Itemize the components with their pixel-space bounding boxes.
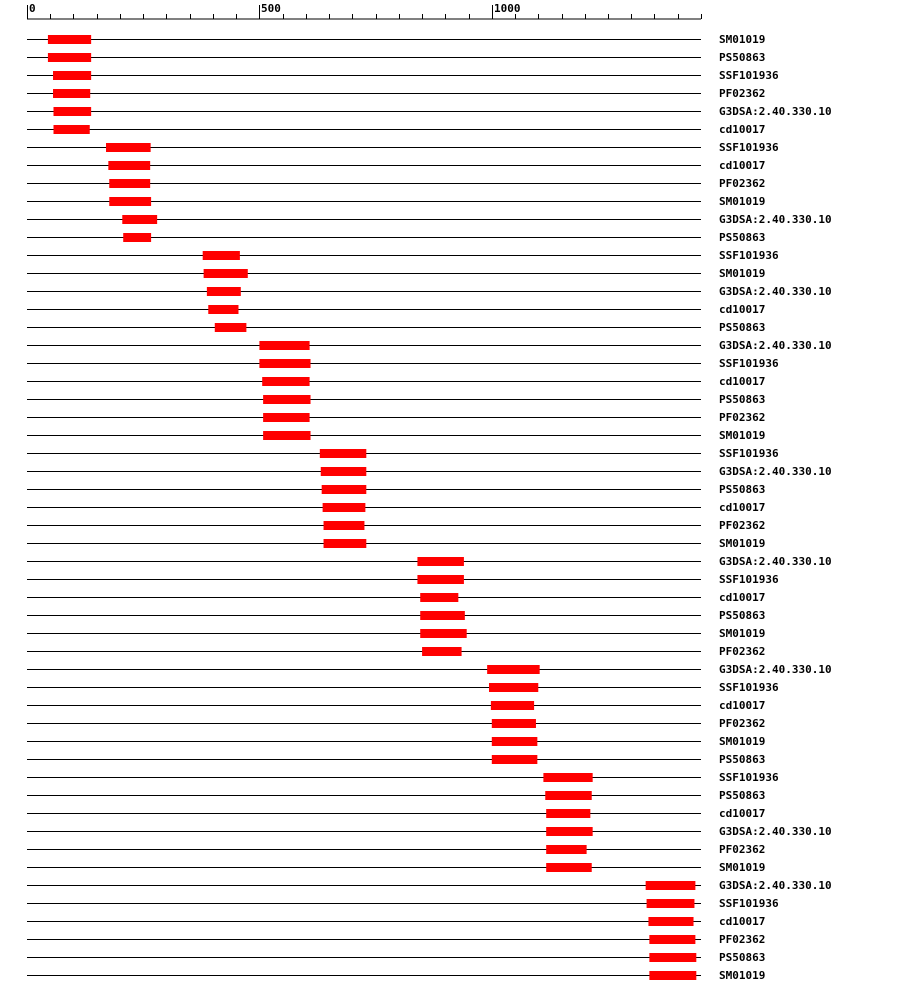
- domain-bar: [543, 773, 592, 782]
- domain-bar: [489, 683, 538, 692]
- track-label: SSF101936: [719, 681, 779, 694]
- domain-bar: [207, 287, 241, 296]
- domain-bar: [322, 485, 367, 494]
- track: [27, 897, 779, 910]
- domain-bar: [649, 971, 696, 980]
- track: [27, 411, 765, 424]
- domain-bar: [492, 755, 538, 764]
- track-label: cd10017: [719, 375, 766, 388]
- domain-bar: [204, 269, 248, 278]
- track: [27, 87, 765, 100]
- track: [27, 537, 765, 550]
- track: [27, 231, 765, 244]
- track-label: SM01019: [719, 627, 766, 640]
- track-label: PS50863: [719, 393, 766, 406]
- track-label: cd10017: [719, 303, 766, 316]
- track: [27, 681, 779, 694]
- track-label: SSF101936: [719, 357, 779, 370]
- domain-bar: [417, 575, 463, 584]
- track: [27, 915, 765, 928]
- track: [27, 843, 765, 856]
- track: [27, 573, 779, 586]
- track-label: PS50863: [719, 951, 766, 964]
- track-label: cd10017: [719, 501, 766, 514]
- track: [27, 951, 765, 964]
- track: [27, 267, 765, 280]
- track-label: cd10017: [719, 699, 766, 712]
- tick-label: 1000: [494, 2, 521, 15]
- domain-bar: [259, 341, 309, 350]
- track: [27, 33, 765, 46]
- track: [27, 717, 765, 730]
- track-label: PF02362: [719, 519, 766, 532]
- track-label: SSF101936: [719, 897, 779, 910]
- track: [27, 699, 765, 712]
- track: [27, 249, 779, 262]
- track-label: PF02362: [719, 717, 766, 730]
- track-label: G3DSA:2.40.330.10: [719, 555, 832, 568]
- track-label: cd10017: [719, 807, 766, 820]
- track: [27, 195, 765, 208]
- domain-bar: [492, 719, 536, 728]
- track: [27, 177, 765, 190]
- domain-bar: [420, 593, 458, 602]
- domain-bar: [487, 665, 540, 674]
- domain-bar: [649, 953, 696, 962]
- track-label: PF02362: [719, 87, 766, 100]
- track-label: G3DSA:2.40.330.10: [719, 285, 832, 298]
- track-label: SM01019: [719, 267, 766, 280]
- domain-bar: [123, 233, 151, 242]
- domain-bar: [109, 179, 150, 188]
- tick-label: 500: [261, 2, 281, 15]
- domain-bar: [422, 647, 462, 656]
- track-label: PS50863: [719, 789, 766, 802]
- track: [27, 429, 765, 442]
- track-label: PF02362: [719, 843, 766, 856]
- track-label: SSF101936: [719, 69, 779, 82]
- domain-bar: [646, 881, 696, 890]
- domain-bar: [320, 449, 366, 458]
- track-label: SM01019: [719, 537, 766, 550]
- track: [27, 609, 765, 622]
- track: [27, 105, 832, 118]
- track: [27, 159, 765, 172]
- domain-bar: [108, 161, 150, 170]
- track-label: SM01019: [719, 33, 766, 46]
- scale-axis: [27, 2, 702, 19]
- domain-bar: [203, 251, 240, 260]
- domain-bar: [420, 611, 465, 620]
- track: [27, 51, 765, 64]
- track: [27, 519, 765, 532]
- domain-bar: [546, 863, 592, 872]
- track-label: SSF101936: [719, 573, 779, 586]
- track-label: cd10017: [719, 591, 766, 604]
- track-label: cd10017: [719, 159, 766, 172]
- domain-bar: [48, 35, 91, 44]
- track-label: SSF101936: [719, 771, 779, 784]
- domain-bar: [53, 125, 89, 134]
- track-label: PF02362: [719, 645, 766, 658]
- track: [27, 591, 765, 604]
- domain-bar: [324, 521, 365, 530]
- track: [27, 735, 765, 748]
- track: [27, 141, 779, 154]
- domain-bar: [492, 737, 538, 746]
- track-label: G3DSA:2.40.330.10: [719, 879, 832, 892]
- track: [27, 483, 765, 496]
- track-list: [27, 33, 832, 982]
- domain-bar: [259, 359, 310, 368]
- track-label: cd10017: [719, 915, 766, 928]
- domain-bar: [262, 377, 309, 386]
- track: [27, 807, 765, 820]
- track-label: G3DSA:2.40.330.10: [719, 105, 832, 118]
- domain-bar: [53, 107, 91, 116]
- track-label: SSF101936: [719, 447, 779, 460]
- track: [27, 339, 832, 352]
- domain-bar: [420, 629, 466, 638]
- track-label: G3DSA:2.40.330.10: [719, 213, 832, 226]
- track-label: G3DSA:2.40.330.10: [719, 663, 832, 676]
- track-label: G3DSA:2.40.330.10: [719, 339, 832, 352]
- track-label: G3DSA:2.40.330.10: [719, 465, 832, 478]
- track-label: PF02362: [719, 411, 766, 424]
- domain-bar: [323, 503, 366, 512]
- domain-bar: [546, 809, 590, 818]
- track: [27, 771, 779, 784]
- domain-bar: [649, 935, 695, 944]
- track: [27, 933, 765, 946]
- track-label: PS50863: [719, 609, 766, 622]
- domain-bar: [417, 557, 463, 566]
- track-label: cd10017: [719, 123, 766, 136]
- track: [27, 69, 779, 82]
- track: [27, 285, 832, 298]
- domain-bar: [321, 467, 367, 476]
- track: [27, 465, 832, 478]
- domain-bar: [263, 395, 310, 404]
- domain-bar: [109, 197, 151, 206]
- track-label: PS50863: [719, 753, 766, 766]
- track: [27, 645, 765, 658]
- tick-label: 0: [29, 2, 36, 15]
- domain-bar: [48, 53, 91, 62]
- track-label: SSF101936: [719, 141, 779, 154]
- track: [27, 213, 832, 226]
- domain-bar: [263, 413, 309, 422]
- track-label: PF02362: [719, 177, 766, 190]
- track-label: SM01019: [719, 735, 766, 748]
- track: [27, 321, 765, 334]
- track-label: SM01019: [719, 195, 766, 208]
- track-label: PF02362: [719, 933, 766, 946]
- domain-bar: [53, 89, 90, 98]
- track-label: PS50863: [719, 321, 766, 334]
- track: [27, 969, 765, 982]
- track: [27, 303, 765, 316]
- track: [27, 663, 832, 676]
- track: [27, 501, 765, 514]
- track: [27, 375, 765, 388]
- domain-bar: [208, 305, 238, 314]
- domain-bar: [263, 431, 310, 440]
- domain-bar: [106, 143, 151, 152]
- domain-bar: [545, 791, 591, 800]
- track: [27, 555, 832, 568]
- track: [27, 789, 765, 802]
- track: [27, 861, 765, 874]
- track-label: SM01019: [719, 429, 766, 442]
- domain-bar: [122, 215, 157, 224]
- track: [27, 879, 832, 892]
- domain-bar: [215, 323, 247, 332]
- domain-bar: [647, 899, 695, 908]
- domain-bar: [546, 827, 592, 836]
- track-label: SM01019: [719, 969, 766, 982]
- domain-bar: [648, 917, 693, 926]
- domain-bar: [53, 71, 91, 80]
- track-label: SSF101936: [719, 249, 779, 262]
- track: [27, 357, 779, 370]
- domain-bar: [546, 845, 586, 854]
- track-label: SM01019: [719, 861, 766, 874]
- domain-bar: [491, 701, 534, 710]
- track-label: G3DSA:2.40.330.10: [719, 825, 832, 838]
- track: [27, 447, 779, 460]
- track: [27, 753, 765, 766]
- track: [27, 393, 765, 406]
- track: [27, 627, 765, 640]
- track-label: PS50863: [719, 231, 766, 244]
- track-label: PS50863: [719, 483, 766, 496]
- track: [27, 825, 832, 838]
- track: [27, 123, 765, 136]
- domain-bar: [324, 539, 367, 548]
- track-label: PS50863: [719, 51, 766, 64]
